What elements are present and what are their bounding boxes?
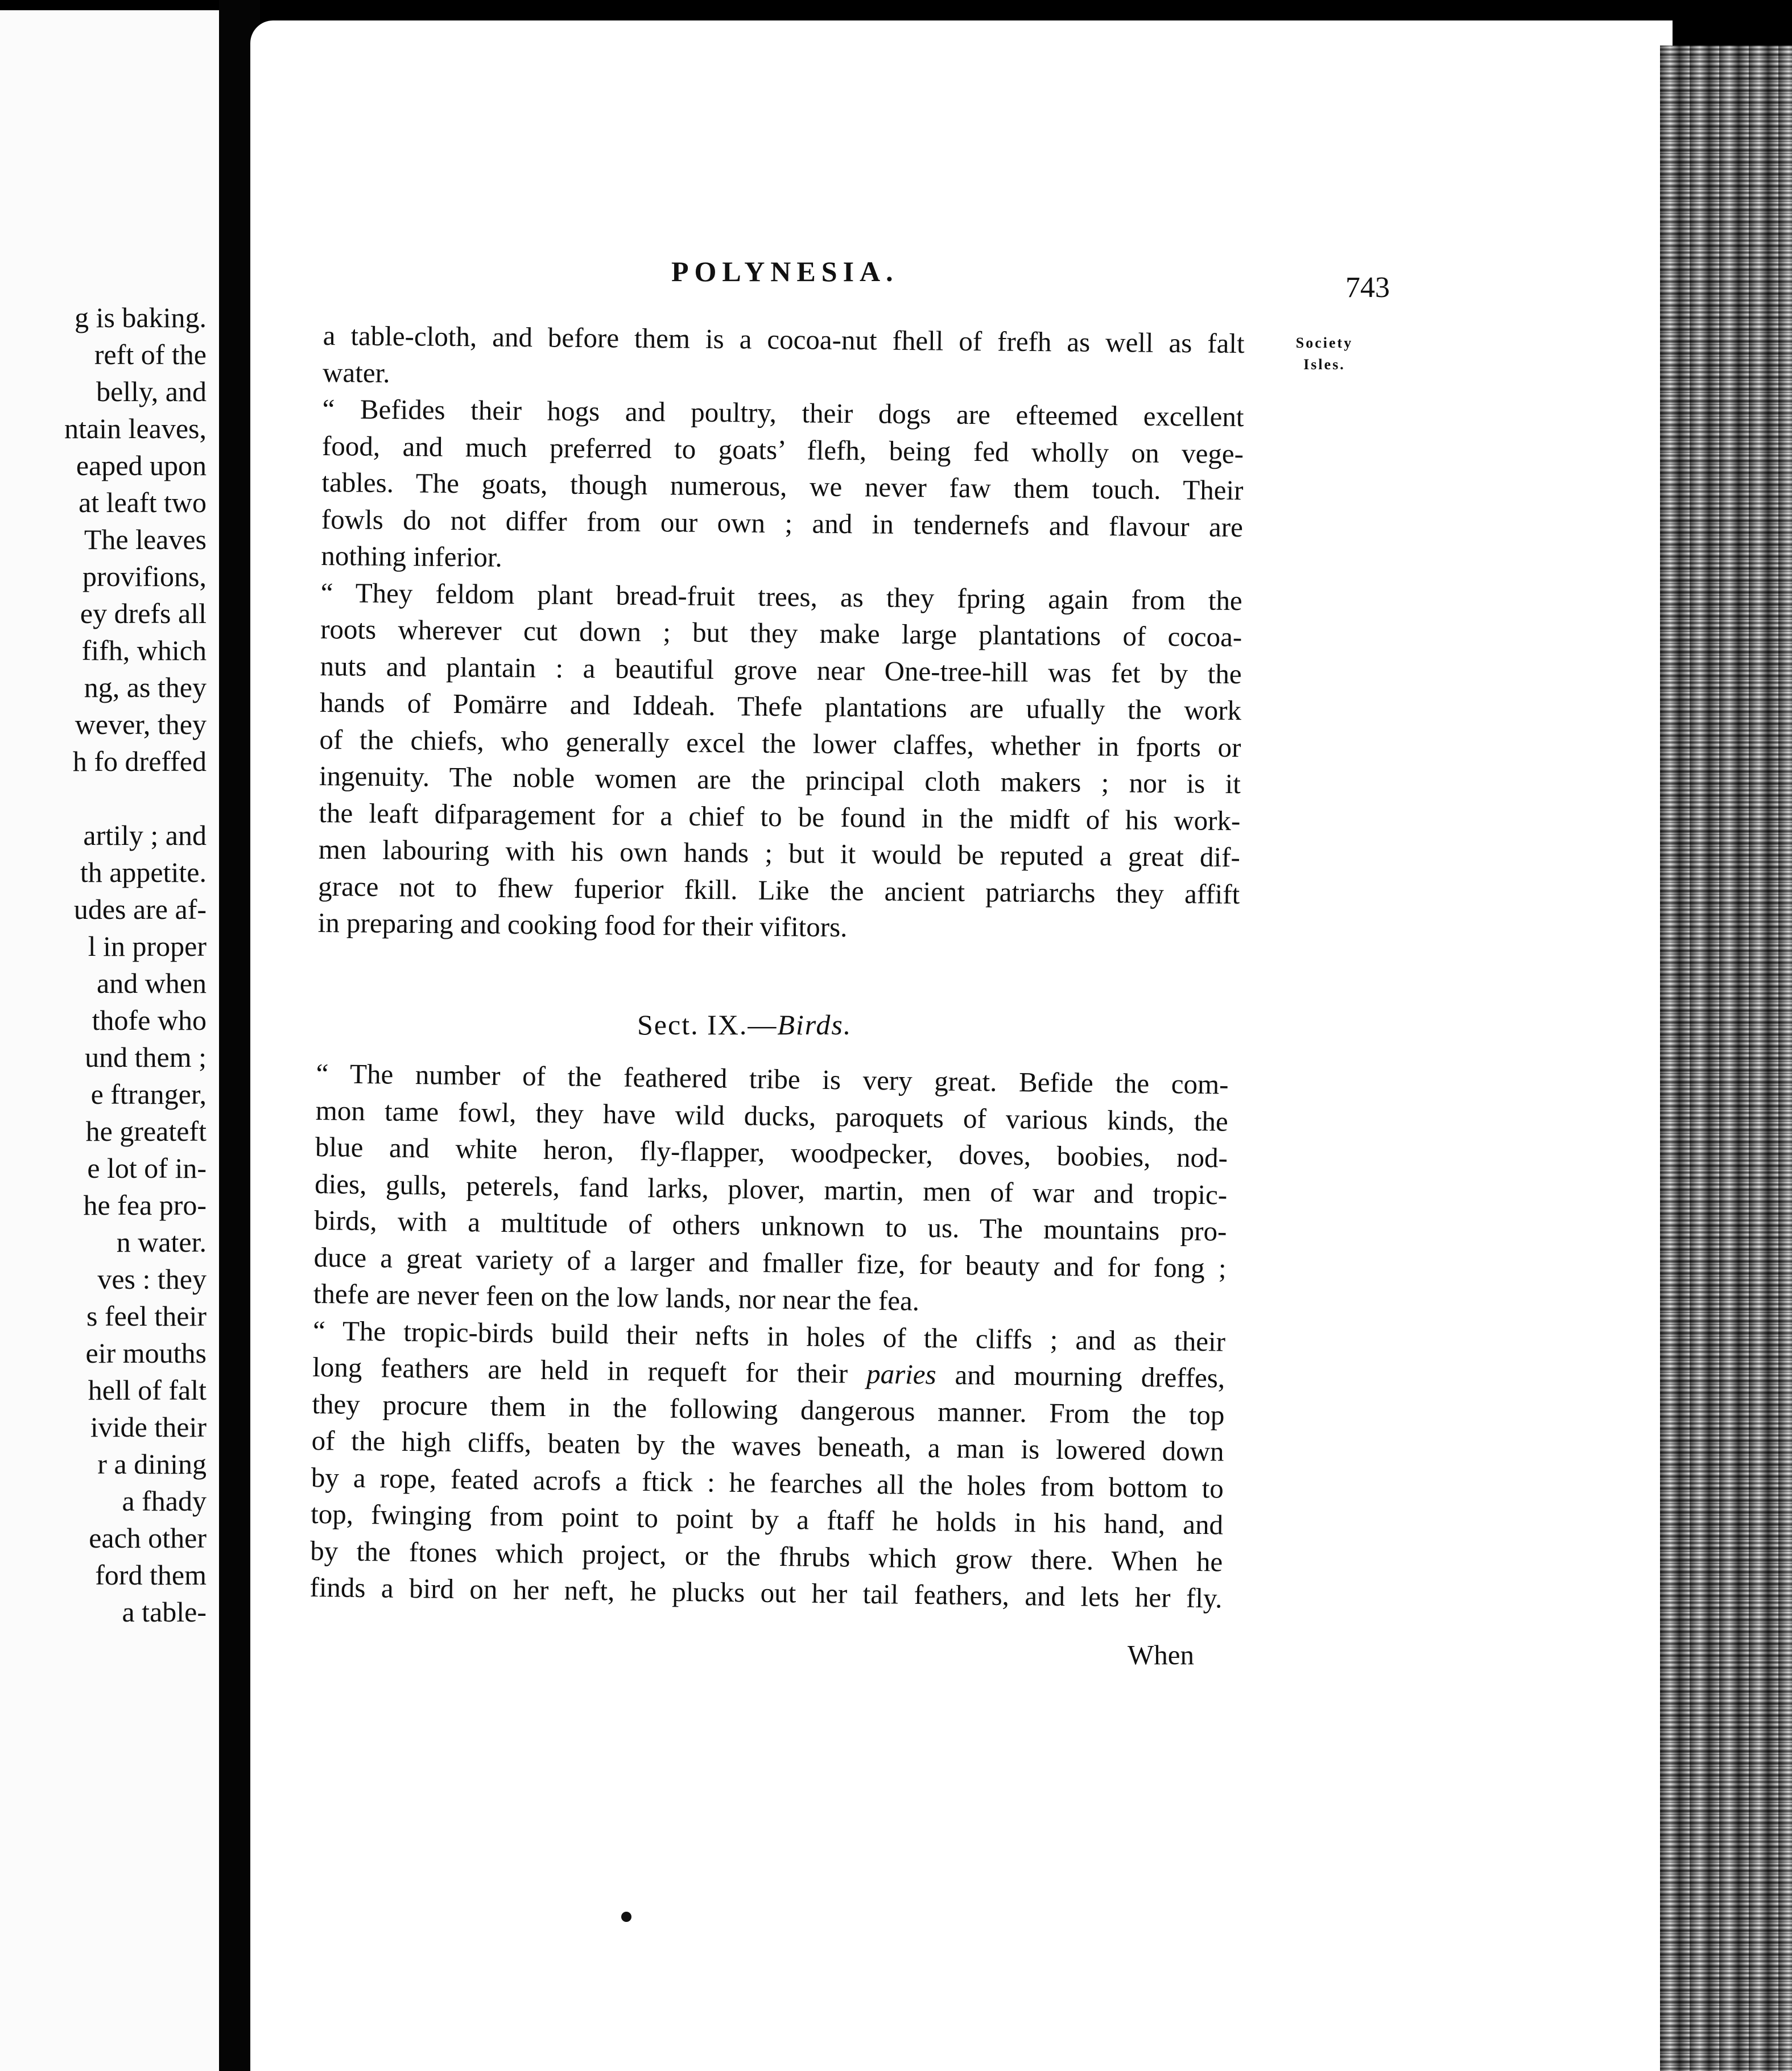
marginal-note-line: Society [1295,335,1353,351]
facing-page-line: a table- [122,1596,207,1628]
marginal-note-line: Isles. [1303,356,1345,373]
text-line: grace not to fhew fuperior fkill. Like the ancient patriarchs they affift [318,870,1240,910]
facing-page-line: hell of falt [88,1374,207,1406]
facing-page-line: ivide their [90,1411,207,1443]
facing-page-line: and when [97,967,207,999]
text-line: blue and white heron, fly-flapper, woodpecker, doves, boobies, nod- [315,1131,1228,1174]
text-line: the leaft difparagement for a chief to be found in the midft of his work- [319,797,1241,836]
page-number: 743 [1345,271,1390,304]
facing-page-line: provifions, [82,560,207,592]
text-line: nuts and plantain : a beautiful grove near One-tree-hill was fet by the [320,650,1242,690]
facing-page-line [0,780,207,817]
text-line: tables. The goats, though numerous, we never faw them touch. Their [321,466,1244,506]
facing-page-line: he fea pro- [83,1189,207,1221]
birds-section-text [309,1055,1229,1617]
facing-page-line: ford them [95,1559,207,1591]
section-heading [637,1008,852,1041]
page-edges [1660,46,1792,2071]
running-head: POLYNESIA. [671,255,899,287]
section-title: Birds. [777,1009,852,1041]
text-line: of the high cliffs, beaten by the waves beneath, a man is lowered down [311,1424,1224,1467]
text-line: ingenuity. The noble women are the principal cloth makers ; nor is it [319,760,1241,800]
facing-page-line: g is baking. [75,302,207,333]
facing-page-line: n water. [116,1226,207,1258]
text-line: fowls do not differ from our own ; and in tendernefs and flavour are [321,503,1244,543]
text-line: food, and much preferred to goats’ flefh, being fed wholly on vege- [321,430,1244,469]
text-line: “ They feldom plant bread-fruit trees, as they fpring again from the [320,576,1242,616]
facing-page-line: e lot of in- [87,1152,207,1184]
text-line: top, fwinging from point to point by a ftaff he holds in his hand, and [310,1497,1224,1541]
text-line: birds, with a multitude of others unknown to us. The mountains pro- [314,1204,1227,1247]
facing-page-line: h fo dreffed [72,745,207,777]
text-line: roots wherever cut down ; but they make large plantations of cocoa- [320,613,1242,653]
facing-page-line: udes are af- [73,893,207,925]
facing-page-line: und them ; [85,1041,207,1073]
text-line: nothing inferior. [321,539,503,573]
text-line: “ The tropic-birds build their nefts in holes of the cliffs ; and as their [312,1314,1226,1358]
facing-page-line: th appetite. [80,856,207,888]
facing-page-line: thofe who [92,1004,207,1036]
facing-page-line: fifh, which [81,634,207,666]
text-line: by a rope, feated acrofs a ftick : he fearches all the holes from bottom to [311,1461,1224,1504]
facing-page-line: ng, as they [84,671,207,703]
catchword: When [1128,1639,1194,1670]
text-line: finds a bird on her neft, he plucks out her tail feathers, and lets her fly. [309,1571,1223,1614]
facing-page-line: reft of the [94,339,207,370]
section-number: Sect. IX.— [637,1009,778,1041]
text-line: “ Befides their hogs and poultry, their dogs are efteemed excellent [322,393,1244,433]
facing-page-line: s feel their [86,1300,207,1332]
text-line-start: long feathers are held in requeft for their [312,1351,848,1389]
text-line: of the chiefs, who generally excel the lower claffes, whether in fports or [319,723,1241,763]
facing-page-line: he greateft [85,1115,207,1147]
facing-page-line: ey drefs all [80,597,207,629]
paragraphs-before-section [317,317,1245,950]
text-line: men labouring with his own hands ; but it would be reputed a great dif- [318,833,1241,873]
text-line: a table-cloth, and before them is a cocoa-nut fhell of frefh as well as falt [323,319,1245,360]
facing-page-line: eir mouths [85,1337,207,1369]
facing-page-line: e ftranger, [90,1078,207,1110]
text-line: by the ftones which project, or the fhrubs which grow there. When he [310,1534,1223,1578]
italic-word: paries [866,1358,936,1391]
facing-page-line: r a dining [97,1448,207,1480]
facing-page-line: belly, and [96,376,207,407]
text-line: dies, gulls, peterels, fand larks, plover, martin, men of war and tropic- [314,1167,1228,1211]
facing-page-line: eaped upon [76,449,207,481]
text-line: thefe are never feen on the low lands, nor near the fea. [313,1277,920,1317]
text-line: duce a great variety of a larger and fmaller fize, for beauty and for fong ; [313,1241,1227,1284]
facing-page-line: ntain leaves, [64,412,207,444]
ink-spot [621,1912,631,1922]
text-line-end: and mourning dreffes, [955,1359,1225,1394]
facing-page-line: a fhady [122,1485,207,1517]
text-line: water. [322,356,390,389]
text-line: they procure them in the following dangerous manner. From the top [312,1388,1225,1431]
facing-page-line: each other [89,1522,207,1554]
text-line: “ The number of the feathered tribe is very great. Befide the com- [316,1057,1229,1100]
text-line: in preparing and cooking food for their vifitors. [317,906,848,943]
text-line: hands of Pomärre and Iddeah. Thefe plantations are ufually the work [319,686,1242,727]
facing-page-line: artily ; and [83,819,207,851]
facing-page-text [0,299,207,1631]
facing-page-fragment [0,10,219,2071]
facing-page-line: at leaft two [79,486,207,518]
marginal-note [1279,332,1370,376]
facing-page-line: l in proper [88,930,207,962]
facing-page-line: wever, they [75,708,207,740]
text-line: mon tame fowl, they have wild ducks, paroquets of various kinds, the [315,1094,1229,1137]
facing-page-line: ves : they [97,1263,207,1295]
facing-page-line: The leaves [84,523,207,555]
